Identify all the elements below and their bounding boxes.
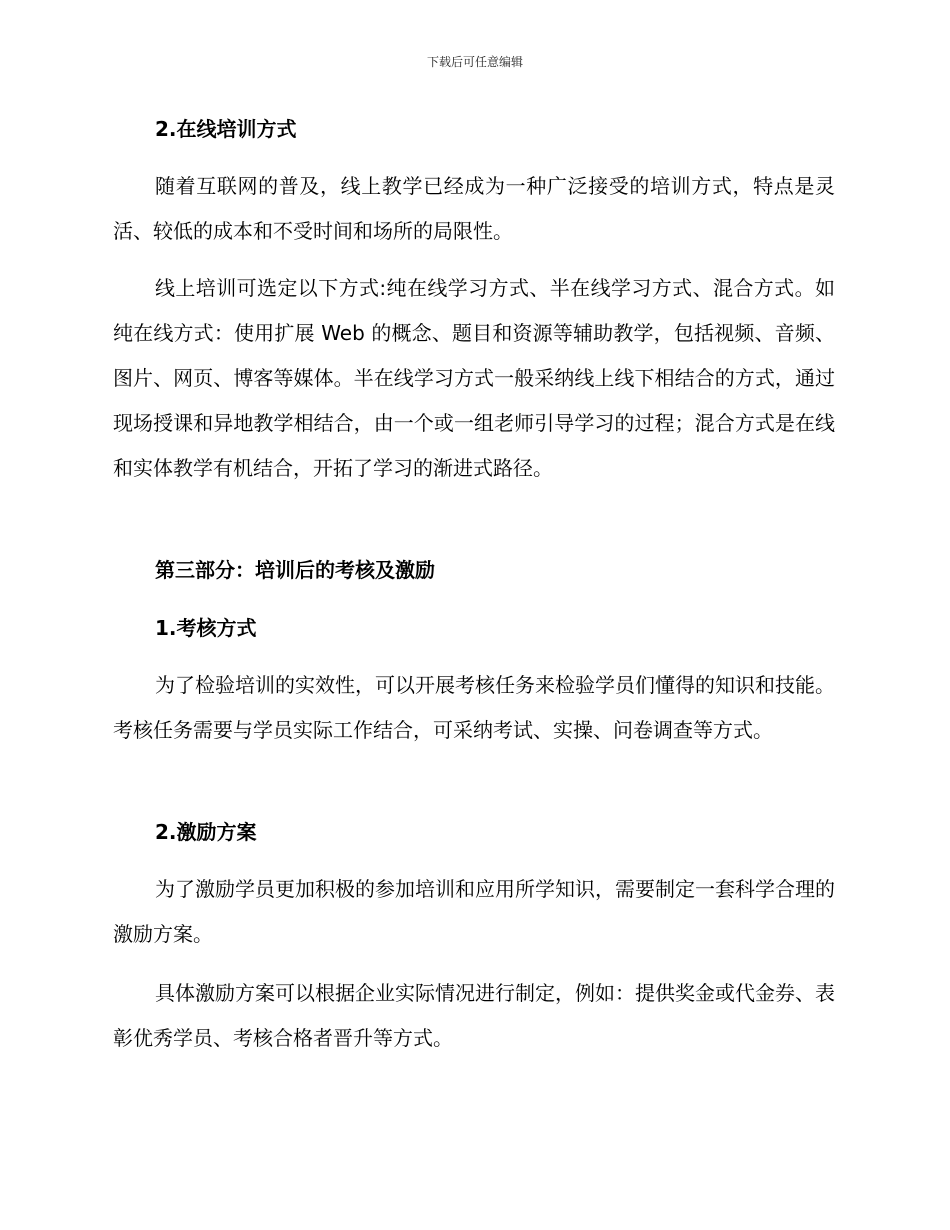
page-header-note: 下载后可任意编辑 <box>426 55 523 69</box>
paragraph-incentive-purpose: 为了激励学员更加积极的参加培训和应用所学知识，需要制定一套科学合理的激励方案。 <box>113 877 835 946</box>
part-heading-assessment-incentive: 第三部分：培训后的考核及激励 <box>155 558 435 582</box>
paragraph-incentive-examples: 具体激励方案可以根据企业实际情况进行制定，例如：提供奖金或代金券、表彰优秀学员、考核合格者晋升等方式。 <box>113 981 835 1050</box>
paragraph-assessment: 为了检验培训的实效性，可以开展考核任务来检验学员们懂得的知识和技能。考核任务需要与学员实际工作结合，可采纳考试、实操、问卷调查等方式。 <box>113 673 835 742</box>
section-heading-online-training: 2.在线培训方式 <box>155 117 297 141</box>
paragraph-online-intro: 随着互联网的普及，线上教学已经成为一种广泛接受的培训方式，特点是灵活、较低的成本和不受时间和场所的局限性。 <box>113 174 835 243</box>
section-heading-assessment: 1.考核方式 <box>155 616 257 640</box>
paragraph-online-methods: 线上培训可选定以下方式:纯在线学习方式、半在线学习方式、混合方式。如纯在线方式：使用扩展 Web 的概念、题目和资源等辅助教学，包括视频、音频、图片、网页、博客等媒体。半在线学习方式一般采纳线上线下相结合的方式，通过现场授课和异地教学相结合，由一个或一组老师引导学习的过程；混合方式是在线和实体教学有机结合，开拓了学习的渐进式路径。 <box>113 276 835 480</box>
section-heading-incentive: 2.激励方案 <box>155 820 257 844</box>
